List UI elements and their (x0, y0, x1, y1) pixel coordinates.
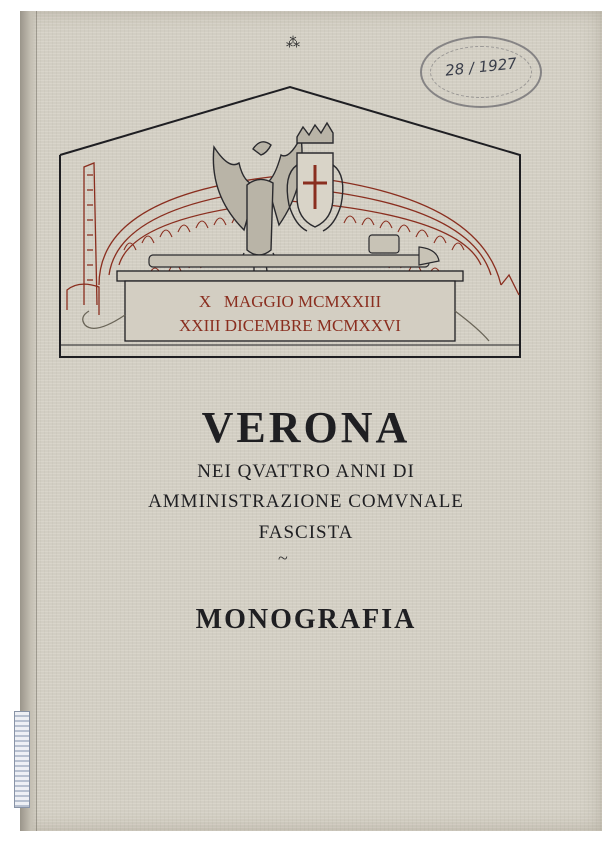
crown (297, 123, 333, 143)
cover-heading: MONOGRAFIA (195, 604, 417, 635)
plinth-top (117, 271, 463, 281)
date-line-1: X MAGGIO MCMXXIII (198, 292, 382, 311)
printer-mark: ⁂ (286, 36, 300, 51)
stamp-handwriting: 28 / 1927 (444, 54, 518, 80)
subtitle-line-1: NEI QVATTRO ANNI DI (197, 461, 415, 482)
ornament-tilde: ~ (278, 548, 288, 568)
arena-ruin-right (501, 275, 519, 295)
eagle-body (247, 179, 273, 255)
garland-left (83, 311, 125, 328)
fasces-axe (419, 247, 439, 265)
fasces-bowl (369, 235, 399, 253)
subtitle-line-2: AMMINISTRAZIONE COMVNALE (148, 491, 464, 512)
garland-right (455, 311, 489, 341)
fasces (149, 235, 439, 267)
date-line-2: XXIII DICEMBRE MCMXXVI (179, 316, 401, 335)
fasces-bundle (149, 255, 429, 267)
eagle-head (253, 142, 271, 155)
subtitle-line-3: FASCISTA (258, 522, 354, 543)
cover-title: VERONA (201, 403, 411, 452)
spine-label (14, 711, 30, 808)
arena-emblem (39, 75, 541, 365)
arena-ruin-left (67, 284, 99, 315)
